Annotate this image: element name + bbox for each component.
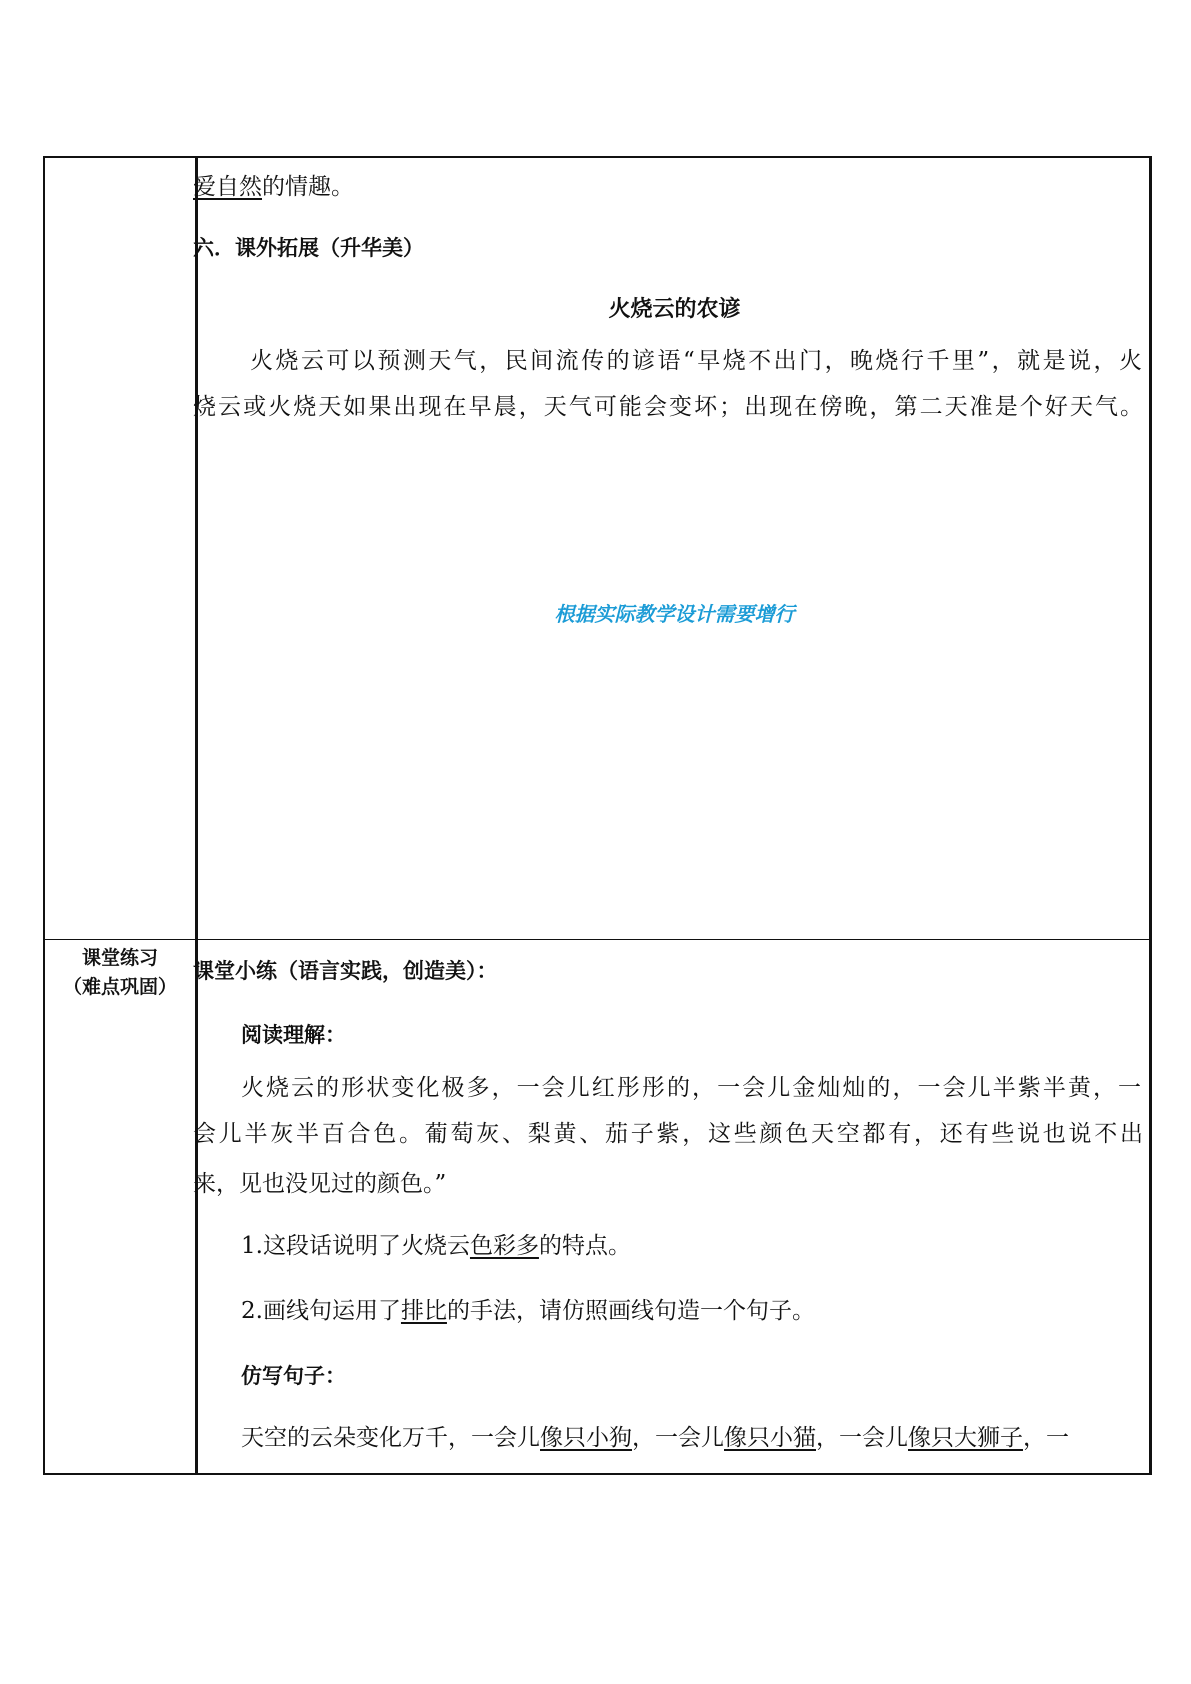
imitation-sentence bbox=[241, 1423, 1069, 1453]
imitation-part-1: 天空的云朵变化万千，一会儿 bbox=[241, 1425, 540, 1451]
question-1-answer: 色彩多 bbox=[469, 1233, 539, 1259]
question-2-suffix: 的手法，请仿照画线句造一个句子。 bbox=[446, 1298, 815, 1324]
practice-label bbox=[45, 944, 195, 1002]
underlined-phrase: 爱自然 bbox=[193, 174, 262, 200]
section-heading: 六．课外拓展（升华美） bbox=[193, 236, 424, 260]
practice-heading: 课堂小练（语言实践，创造美）： bbox=[193, 959, 498, 983]
lesson-table bbox=[43, 156, 1152, 1475]
passage-line-3: 来，见也没见过的颜色。” bbox=[193, 1171, 447, 1197]
question-1 bbox=[241, 1231, 631, 1261]
question-2-prefix: 2.画线句运用了 bbox=[241, 1298, 401, 1324]
reading-heading: 阅读理解： bbox=[241, 1023, 346, 1047]
question-2-answer: 排比 bbox=[400, 1298, 447, 1324]
passage-line-2: 会儿半灰半百合色。葡萄灰、梨黄、茄子紫，这些颜色天空都有，还有些说也说不出 bbox=[193, 1121, 1143, 1147]
imitation-underline-3: 像只大狮子 bbox=[908, 1425, 1023, 1451]
imitation-underline-1: 像只小狗 bbox=[540, 1425, 632, 1451]
practice-label-line1: 课堂练习 bbox=[81, 947, 158, 969]
article-line-2: 烧云或火烧天如果出现在早晨，天气可能会变坏；出现在傍晚，第二天准是个好天气。 bbox=[193, 394, 1143, 420]
article-line-1: 火烧云可以预测天气，民间流传的谚语“早烧不出门，晚烧行千里”，就是说，火 bbox=[250, 348, 1142, 374]
row-divider bbox=[45, 939, 1149, 940]
column-divider bbox=[195, 158, 198, 1473]
practice-label-line2: （难点巩固） bbox=[62, 976, 177, 998]
imitation-part-3: ，一会儿 bbox=[816, 1425, 908, 1451]
article-title: 火烧云的农谚 bbox=[608, 297, 741, 322]
imitation-part-4: ，一 bbox=[1023, 1425, 1069, 1451]
passage-line-1: 火烧云的形状变化极多，一会儿红彤彤的，一会儿金灿灿的，一会儿半紫半黄，一 bbox=[241, 1075, 1141, 1101]
imitation-underline-2: 像只小猫 bbox=[724, 1425, 816, 1451]
line-suffix: 的情趣。 bbox=[262, 174, 354, 200]
question-1-prefix: 1.这段话说明了火烧云 bbox=[241, 1233, 470, 1259]
continued-line bbox=[193, 172, 354, 202]
question-2 bbox=[241, 1296, 815, 1326]
teaching-note: 根据实际教学设计需要增行 bbox=[554, 602, 795, 626]
imitation-heading: 仿写句子： bbox=[241, 1364, 346, 1388]
question-1-suffix: 的特点。 bbox=[538, 1233, 631, 1259]
imitation-part-2: ，一会儿 bbox=[632, 1425, 724, 1451]
